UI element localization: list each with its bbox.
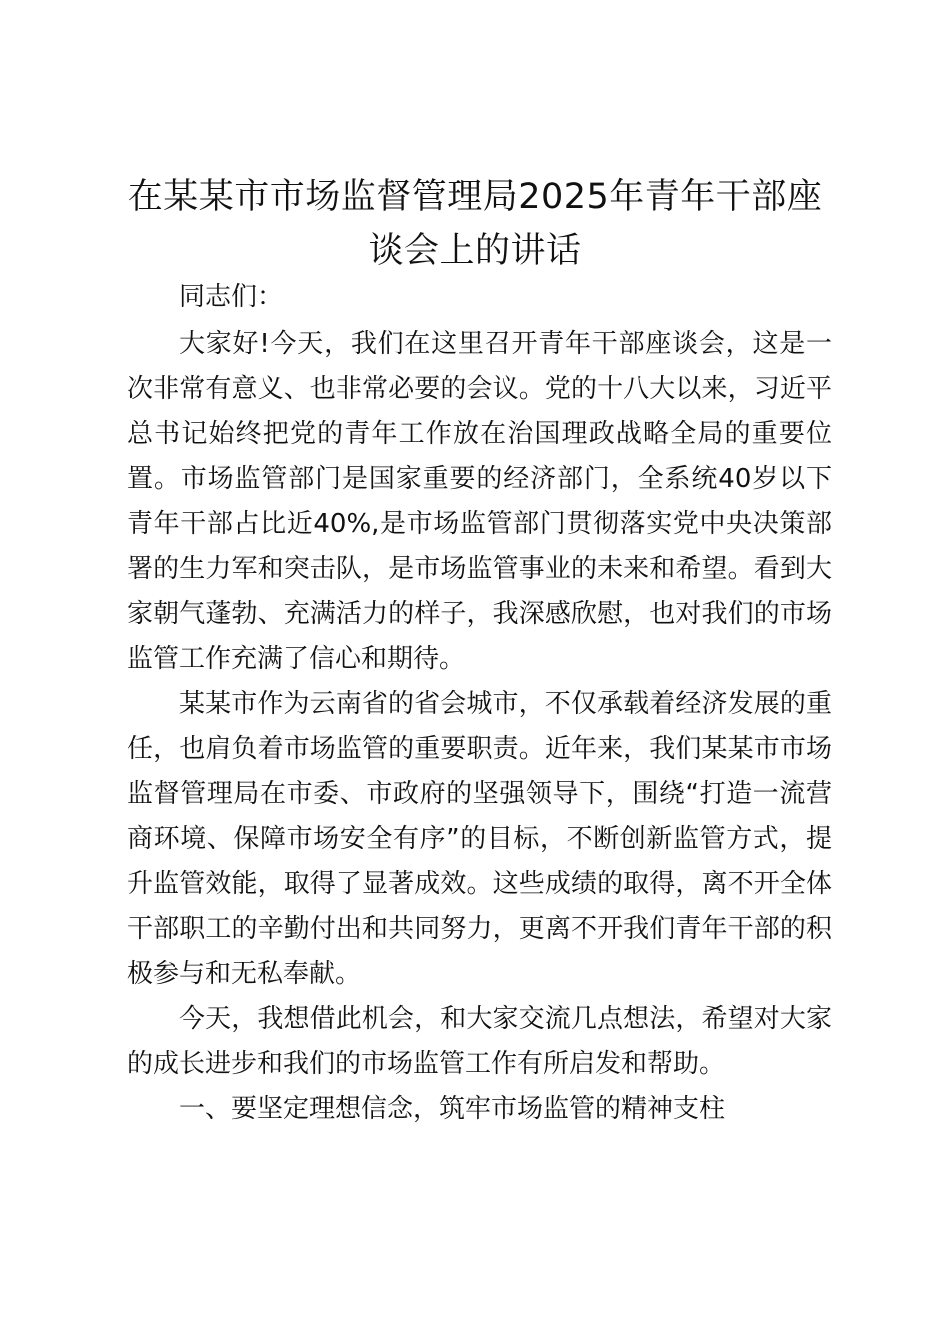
section-heading-one: 一、要坚定理想信念，筑牢市场监管的精神支柱	[179, 1094, 726, 1124]
paragraph-opening: 大家好!今天，我们在这里召开青年干部座谈会，这是一次非常有意义、也非常必要的会议。党的十八大以来，习近平总书记始终把党的青年工作放在治国理政战略全局的重要位置。市场监管部门是国家重要的经济部门，全系统40岁以下青年干部占比近40%,是市场监管部门贯彻落实党中央决策部署的生力军和突击队，是市场监管事业的未来和希望。看到大家朝气蓬勃、充满活力的样子，我深感欣慰，也对我们的市场监管工作充满了信心和期待。	[127, 329, 832, 674]
paragraph-city-overview: 某某市作为云南省的省会城市，不仅承载着经济发展的重任，也肩负着市场监管的重要职责。近年来，我们某某市市场监督管理局在市委、市政府的坚强领导下，围绕“打造一流营商环境、保障市场安全有序”的目标，不断创新监管方式，提升监管效能，取得了显著成效。这些成绩的取得，离不开全体干部职工的辛勤付出和共同努力，更离不开我们青年干部的积极参与和无私奉献。	[127, 689, 832, 989]
paragraph-purpose: 今天，我想借此机会，和大家交流几点想法，希望对大家的成长进步和我们的市场监管工作有所启发和帮助。	[127, 1004, 832, 1079]
document-title: 在某某市市场监督管理局2025年青年干部座谈会上的讲话	[127, 177, 823, 271]
salutation: 同志们：	[179, 282, 284, 312]
document-body	[127, 275, 832, 1132]
